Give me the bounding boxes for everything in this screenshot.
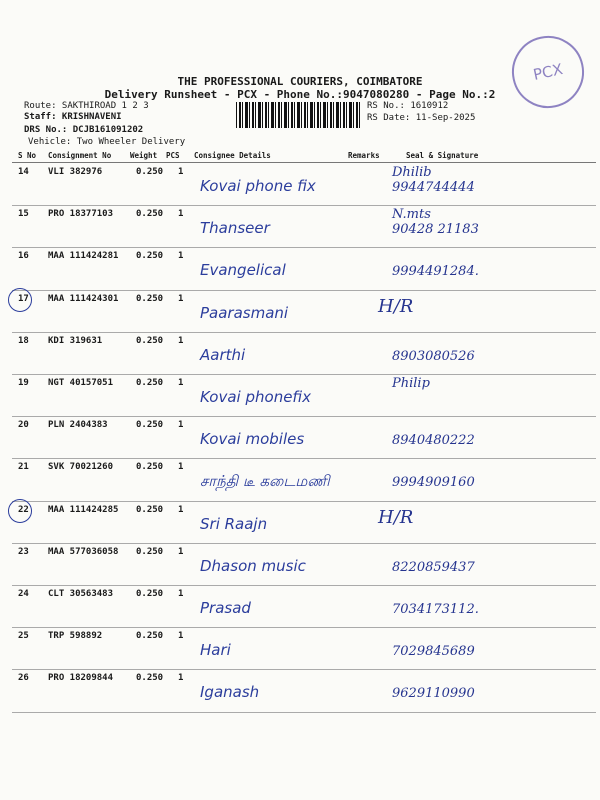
row-weight: 0.250 [136, 673, 164, 684]
row-consignment-number: PLN 2404383 [48, 420, 108, 431]
row-weight: 0.250 [136, 251, 164, 262]
table-row [12, 163, 596, 206]
row-weight: 0.250 [136, 209, 164, 220]
row-sno: 23 [18, 546, 29, 557]
row-consignment-number: MAA 111424281 [48, 251, 119, 262]
row-consignment-number: MAA 111424301 [48, 293, 119, 304]
company-title: THE PROFESSIONAL COURIERS, COIMBATORE [177, 75, 423, 88]
row-weight: 0.250 [136, 293, 164, 304]
signature-name [392, 334, 475, 349]
row-signature [392, 545, 475, 575]
signature-name [392, 460, 475, 475]
row-sno: 22 [18, 504, 29, 515]
row-pcs: 1 [178, 589, 184, 599]
row-consignee: Paarasmani [200, 303, 289, 322]
row-consignee: Aarthi [200, 345, 246, 364]
row-signature [392, 207, 479, 237]
row-pcs: 1 [178, 631, 184, 642]
row-sno: 17 [18, 293, 29, 304]
signature-phone: 8220859437 [392, 559, 475, 575]
row-consignee: Hari [200, 641, 231, 660]
signature-phone: 9994909160 [392, 475, 475, 491]
row-remark: H/R [378, 506, 414, 528]
table-row [12, 290, 596, 333]
signature-phone: 7034173112. [392, 602, 479, 617]
row-weight: 0.250 [136, 420, 164, 431]
row-sno: 25 [18, 631, 29, 642]
col-pcs: PCS [166, 151, 180, 160]
row-sno: 24 [18, 589, 29, 599]
rs-date: RS Date: 11-Sep-2025 [367, 113, 476, 123]
row-consignment-number: MAA 577036058 [48, 546, 119, 557]
signature-phone: 9944744444 [392, 180, 475, 195]
signature-name [392, 249, 479, 264]
signature-phone: 8903080526 [392, 348, 475, 364]
col-consignee: Consignee Details [194, 151, 271, 160]
row-consignee: Kovai phone fix [200, 177, 316, 195]
signature-name [392, 671, 475, 686]
row-consignment-number: VLI 382976 [48, 167, 103, 177]
table-row [12, 247, 596, 290]
col-consignment: Consignment No [48, 151, 112, 160]
row-signature [392, 671, 475, 701]
row-signature [392, 629, 475, 659]
signature-name [392, 587, 479, 602]
row-weight: 0.250 [136, 546, 164, 557]
row-pcs: 1 [178, 335, 184, 346]
table-row [12, 543, 596, 586]
signature-phone: 7029845689 [392, 644, 475, 660]
table-row [12, 416, 596, 459]
row-consignment-number: CLT 30563483 [48, 589, 114, 599]
staff-label: Staff: KRISHNAVENI [24, 112, 122, 122]
row-pcs: 1 [178, 209, 184, 220]
row-sno: 14 [18, 167, 29, 177]
row-consignee: Prasad [200, 599, 251, 617]
row-consignee: Kovai phonefix [200, 388, 311, 406]
runsheet-title: Delivery Runsheet - PCX - Phone No.:9047080280 - Page No.:2 [104, 88, 496, 101]
vehicle-label: Vehicle: Two Wheeler Delivery [28, 137, 186, 147]
signature-phone: 9629110990 [392, 686, 475, 702]
row-signature [392, 460, 475, 490]
table-row [12, 205, 596, 248]
row-signature [392, 249, 479, 279]
row-pcs: 1 [178, 293, 184, 304]
table-row [12, 669, 596, 712]
col-sno: S No [18, 151, 37, 160]
table-row [12, 627, 596, 670]
table-row [12, 458, 596, 501]
col-weight: Weight [130, 151, 158, 160]
signature-name: N.mts [392, 207, 431, 223]
signature-phone: 8940480222 [392, 433, 475, 449]
row-consignment-number: PRO 18377103 [48, 209, 114, 220]
row-consignee: Iganash [200, 683, 260, 702]
table-row [12, 332, 596, 375]
table-header [12, 150, 596, 163]
table-row [12, 374, 596, 417]
row-signature [392, 376, 430, 391]
row-weight: 0.250 [136, 335, 164, 346]
signature-phone: 90428 21183 [392, 222, 479, 238]
signature-name [392, 629, 475, 644]
row-sno: 21 [18, 462, 29, 473]
row-consignment-number: MAA 111424285 [48, 504, 119, 515]
row-weight: 0.250 [136, 589, 164, 599]
row-sno: 26 [18, 673, 29, 684]
signature-name: Dhilib [392, 165, 432, 180]
row-pcs: 1 [178, 462, 184, 473]
row-consignment-number: NGT 40157051 [48, 378, 114, 388]
barcode [236, 102, 362, 128]
row-consignment-number: SVK 70021260 [48, 462, 114, 473]
row-pcs: 1 [178, 420, 184, 431]
row-consignee: Evangelical [200, 261, 286, 280]
row-pcs: 1 [178, 504, 184, 515]
row-signature [392, 587, 479, 617]
pcx-stamp: PCX [505, 29, 590, 114]
row-weight: 0.250 [136, 378, 164, 388]
col-remarks: Remarks [348, 151, 380, 160]
signature-name: Philip [392, 376, 430, 391]
row-sno: 15 [18, 209, 29, 220]
signature-phone: 9994491284. [392, 264, 479, 280]
row-signature [392, 418, 475, 448]
row-pcs: 1 [178, 673, 184, 684]
row-pcs: 1 [178, 251, 184, 262]
row-consignee: Dhason music [200, 556, 306, 575]
row-consignee: Thanseer [200, 219, 270, 238]
col-seal-signature: Seal & Signature [406, 151, 479, 160]
row-weight: 0.250 [136, 504, 164, 515]
row-sno: 18 [18, 335, 29, 346]
table-row [12, 501, 596, 544]
route-label: Route: SAKTHIROAD 1 2 3 [24, 101, 149, 111]
row-remark: H/R [378, 295, 414, 317]
row-sno: 16 [18, 251, 29, 262]
drs-number: DRS No.: DCJB161091202 [24, 125, 144, 135]
row-consignee: Kovai mobiles [200, 430, 305, 449]
row-consignee: சாந்தி டீ கடைமணி [200, 472, 330, 491]
signature-name [392, 418, 475, 433]
row-sno: 20 [18, 420, 29, 431]
row-sno: 19 [18, 378, 29, 388]
row-signature [392, 334, 475, 364]
row-weight: 0.250 [136, 631, 164, 642]
row-pcs: 1 [178, 546, 184, 557]
rs-number: RS No.: 1610912 [367, 101, 449, 111]
row-pcs: 1 [178, 378, 184, 388]
signature-name [392, 545, 475, 560]
row-pcs: 1 [178, 167, 184, 177]
row-signature [392, 165, 475, 195]
row-weight: 0.250 [136, 462, 164, 473]
row-weight: 0.250 [136, 167, 164, 177]
table-row [12, 585, 596, 628]
row-consignment-number: PRO 18209844 [48, 673, 114, 684]
row-consignee: Sri Raajn [200, 514, 268, 533]
row-consignment-number: KDI 319631 [48, 335, 103, 346]
row-consignment-number: TRP 598892 [48, 631, 103, 642]
